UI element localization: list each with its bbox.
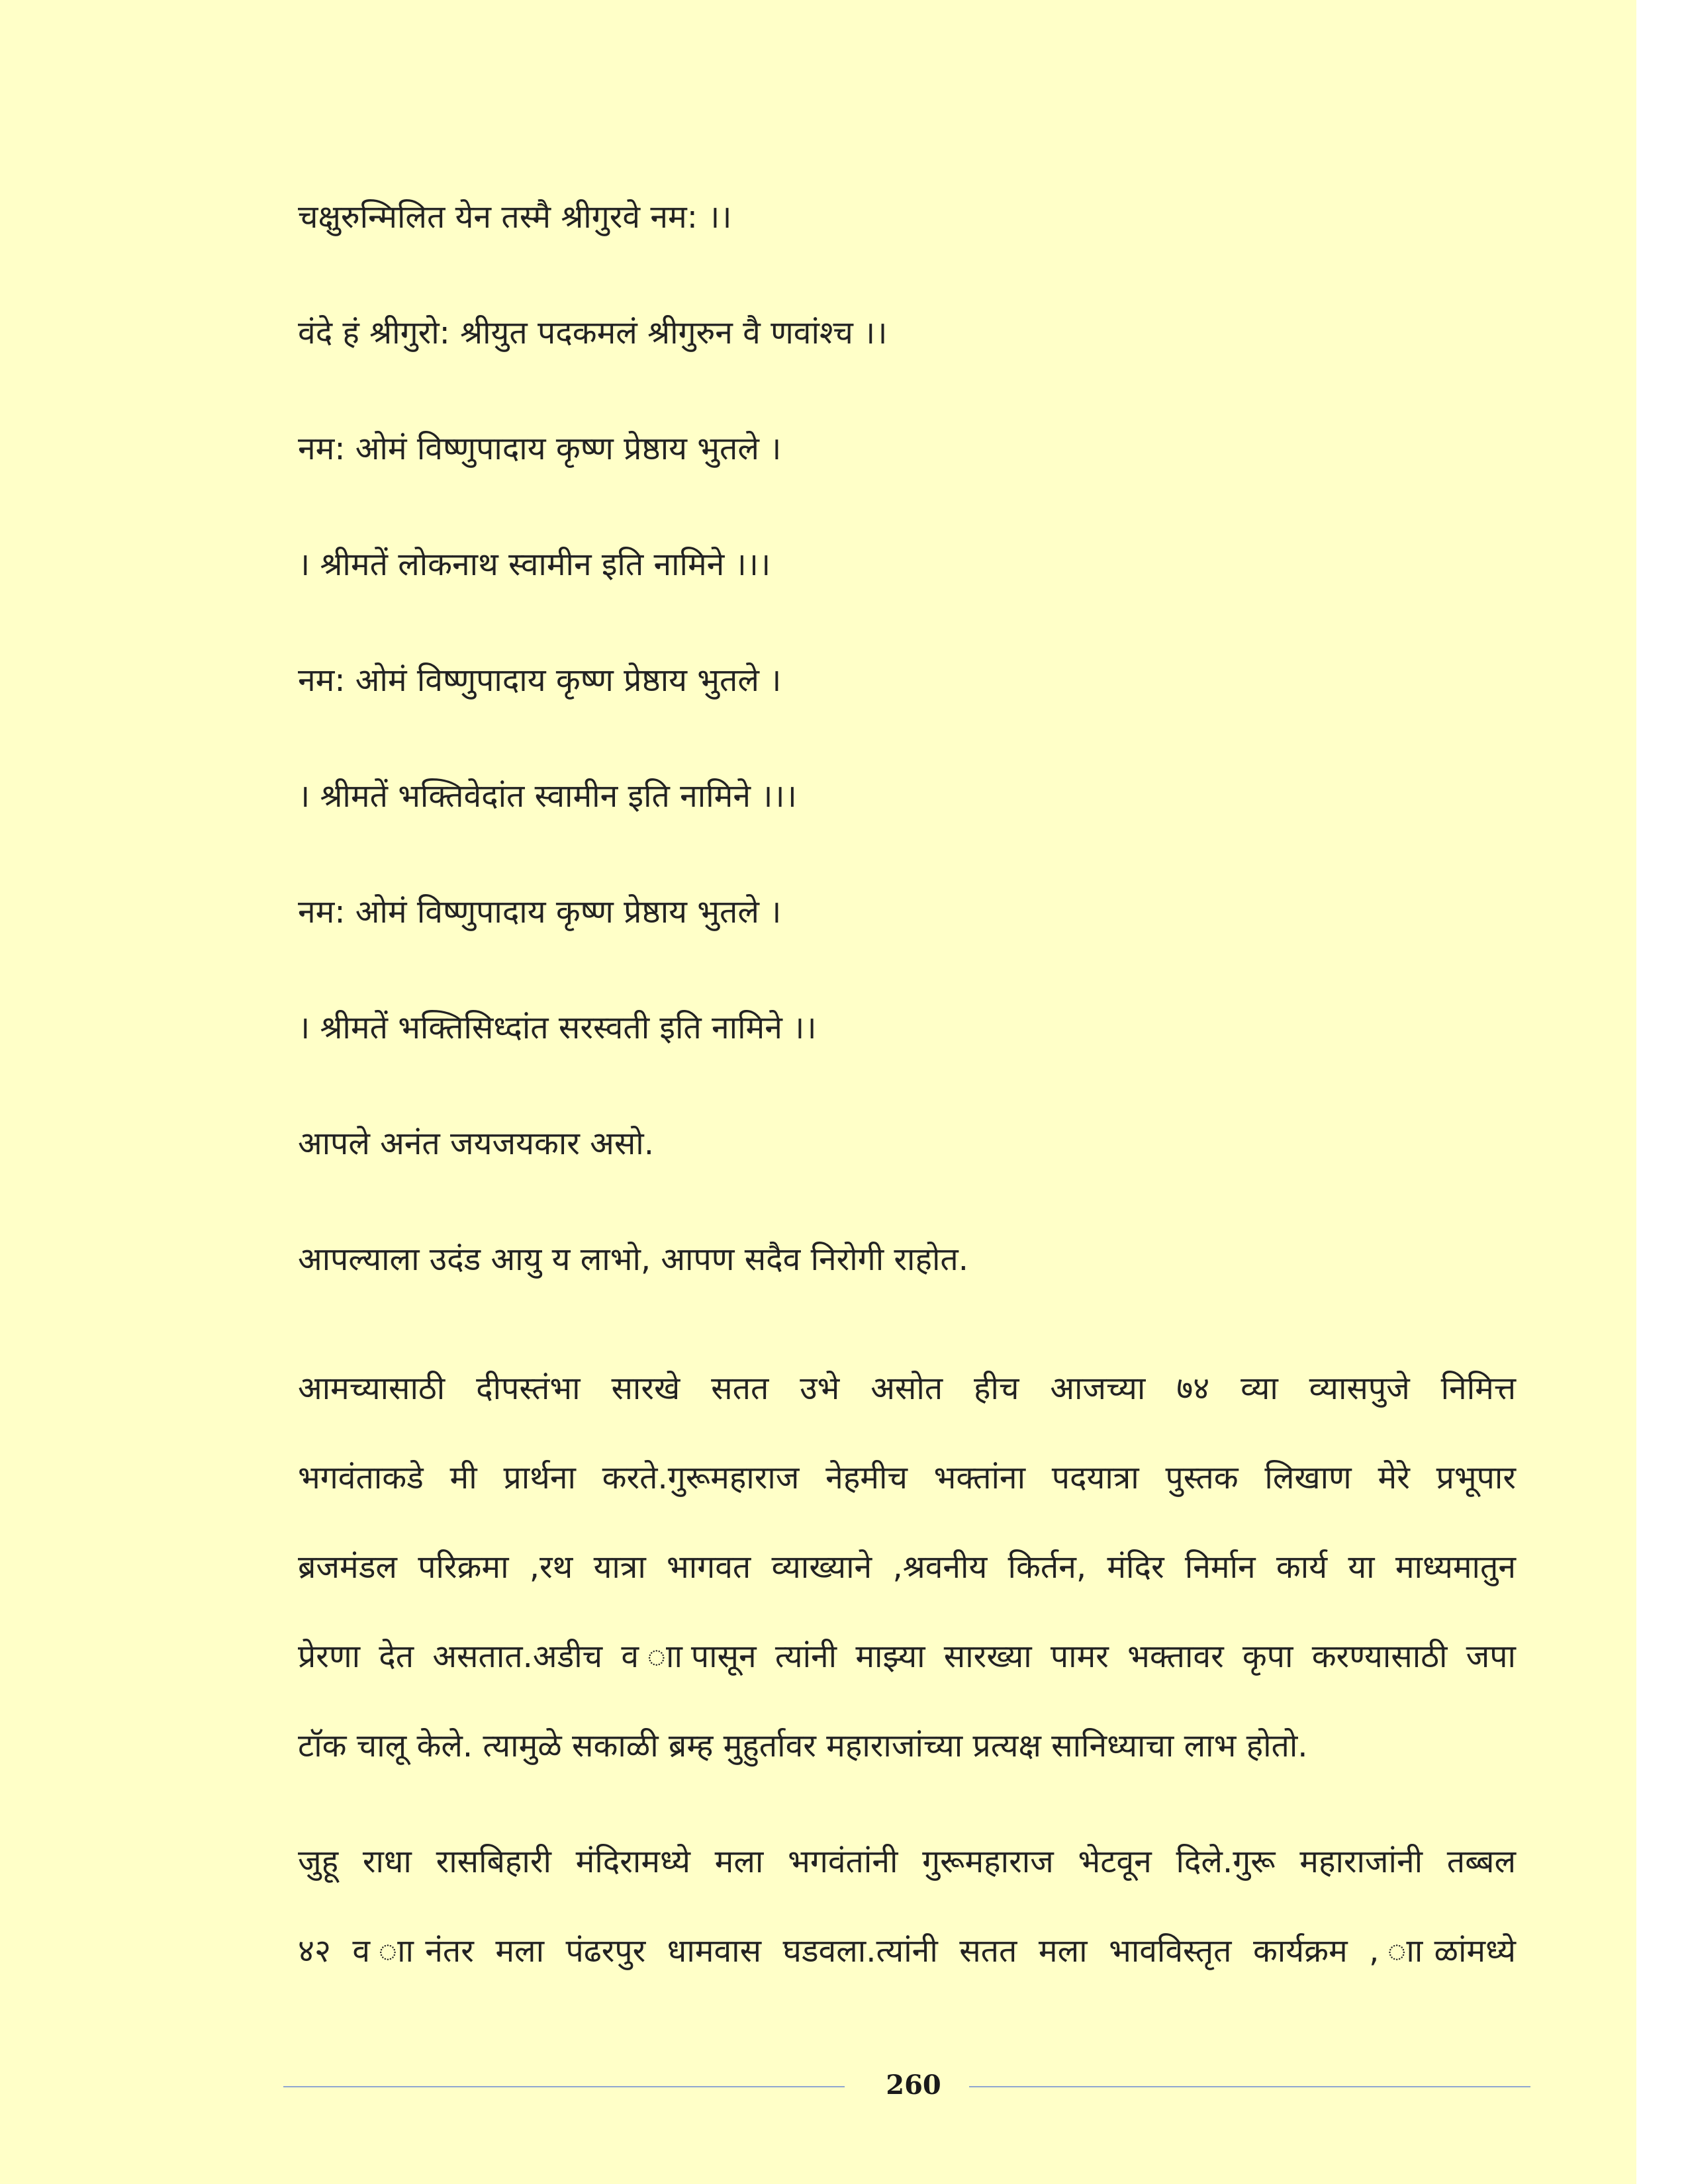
paragraph-line: भगवंताकडे मी प्रार्थना करते.गुरूमहाराज नेहमीच भक्तांना पदयात्रा पुस्तक लिखाण मेरे प्रभूपार (298, 1459, 1516, 1496)
paragraph-line: प्रेरणा देत असतात.अडीच व ाापासून त्यांनी माझ्या सारख्या पामर भक्तावर कृपा करण्यासाठी जपा (298, 1638, 1516, 1675)
verse-line: चक्षुरुन्मिलित येन तस्मै श्रीगुरवे नम: ।। (298, 199, 732, 236)
footer-rule-right (969, 2086, 1530, 2087)
footer-rule-left (283, 2086, 845, 2087)
verse-line: वंदे हं श्रीगुरो: श्रीयुत पदकमलं श्रीगुरुन वै णवांश्च ।। (298, 314, 888, 351)
paragraph-line: ब्रजमंडल परिक्रमा ,रथ यात्रा भागवत व्याख्याने ,श्रवनीय किर्तन, मंदिर निर्मान कार्य या माध्यमातुन (298, 1549, 1516, 1586)
verse-line: । श्रीमतें लोकनाथ स्वामीन इति नामिने ।।। (298, 546, 771, 583)
paragraph-line: जुहू राधा रासबिहारी मंदिरामध्ये मला भगवंतांनी गुरूमहाराज भेटवून दिले.गुरू महाराजांनी तब्बल (298, 1843, 1516, 1880)
verse-line: नम: ओमं विष्णुपादाय कृष्ण प्रेष्ठाय भुतले । (298, 662, 782, 699)
verse-line: । श्रीमतें भक्तिसिध्दांत सरस्वती इति नामिने ।। (298, 1009, 817, 1046)
paragraph-line: आमच्यासाठी दीपस्तंभा सारखे सतत उभे असोत हीच आजच्या ७४ व्या व्यासपुजे निमित्त (298, 1370, 1516, 1407)
paragraph-line: ४२ व ाानंतर मला पंढरपुर धामवास घडवला.त्यांनी सतत मला भावविस्तृत कार्यक्रम , ााळांमध्ये (298, 1933, 1516, 1970)
blessing-line: आपल्याला उदंड आयु य लाभो, आपण सदैव निरोगी राहोत. (298, 1241, 969, 1278)
verse-line: । श्रीमतें भक्तिवेदांत स्वामीन इति नामिने ।।। (298, 778, 797, 815)
greeting-line: आपले अनंत जयजयकार असो. (298, 1125, 654, 1162)
page-number: 260 (886, 2070, 941, 2101)
paragraph-line: टॉक चालू केले. त्यामुळे सकाळी ब्रम्ह मुहुर्तावर महाराजांच्या प्रत्यक्ष सानिध्याचा लाभ होतो. (298, 1727, 1308, 1764)
verse-line: नम: ओमं विष्णुपादाय कृष्ण प्रेष्ठाय भुतले । (298, 430, 782, 467)
verse-line: नम: ओमं विष्णुपादाय कृष्ण प्रेष्ठाय भुतले । (298, 893, 782, 931)
